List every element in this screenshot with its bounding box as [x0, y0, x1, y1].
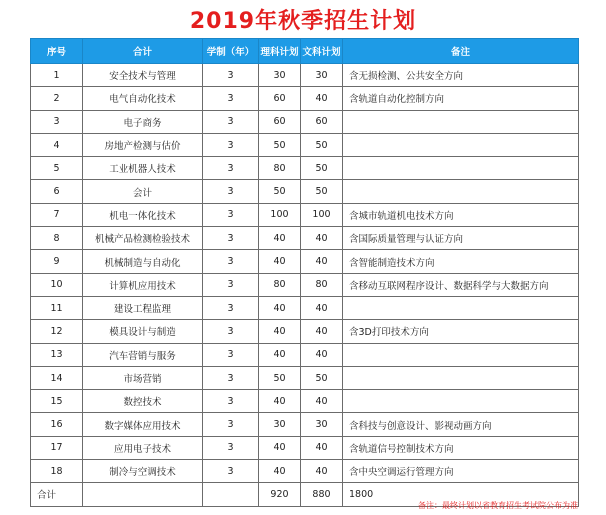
- row-index: 12: [31, 320, 83, 343]
- row-note: 含城市轨道机电技术方向: [343, 203, 579, 226]
- enrollment-table: [30, 38, 579, 507]
- table-row: [31, 133, 579, 156]
- row-years: 3: [203, 436, 259, 459]
- row-note: [343, 343, 579, 366]
- row-major: 建设工程监理: [83, 296, 203, 319]
- row-years: 3: [203, 64, 259, 87]
- row-science-plan: 40: [259, 343, 301, 366]
- row-note: 含中央空调运行管理方向: [343, 460, 579, 483]
- header-index: 序号: [31, 39, 83, 64]
- row-science-plan: 100: [259, 203, 301, 226]
- row-years: 3: [203, 413, 259, 436]
- row-major: 电气自动化技术: [83, 87, 203, 110]
- row-note: 含轨道自动化控制方向: [343, 87, 579, 110]
- row-arts-plan: 40: [301, 227, 343, 250]
- row-major: 房地产检测与估价: [83, 133, 203, 156]
- page-title: 2019年秋季招生计划: [189, 9, 417, 34]
- row-index: 14: [31, 366, 83, 389]
- row-arts-plan: 40: [301, 390, 343, 413]
- row-science-plan: 80: [259, 273, 301, 296]
- row-arts-plan: 50: [301, 180, 343, 203]
- row-arts-plan: 40: [301, 436, 343, 459]
- row-major: 数字媒体应用技术: [83, 413, 203, 436]
- row-arts-plan: 50: [301, 157, 343, 180]
- row-major: 数控技术: [83, 390, 203, 413]
- row-index: 16: [31, 413, 83, 436]
- row-years: 3: [203, 110, 259, 133]
- row-index: 9: [31, 250, 83, 273]
- row-index: 7: [31, 203, 83, 226]
- row-years: 3: [203, 227, 259, 250]
- header-science-plan: 理科计划: [259, 39, 301, 64]
- row-major: 机电一体化技术: [83, 203, 203, 226]
- row-years: 3: [203, 133, 259, 156]
- row-science-plan: 40: [259, 390, 301, 413]
- footnote: 备注：最终计划以省教育招生考试院公布为准: [418, 501, 578, 510]
- row-arts-plan: 40: [301, 460, 343, 483]
- table-row: [31, 203, 579, 226]
- row-note: 含国际质量管理与认证方向: [343, 227, 579, 250]
- header-arts-plan: 文科计划: [301, 39, 343, 64]
- row-index: 15: [31, 390, 83, 413]
- row-arts-plan: 60: [301, 110, 343, 133]
- row-science-plan: 50: [259, 366, 301, 389]
- row-index: 1: [31, 64, 83, 87]
- row-science-plan: 30: [259, 64, 301, 87]
- row-major: 机械制造与自动化: [83, 250, 203, 273]
- row-arts-plan: 40: [301, 87, 343, 110]
- row-arts-plan: 40: [301, 250, 343, 273]
- total-science: 920: [259, 483, 301, 506]
- row-arts-plan: 40: [301, 320, 343, 343]
- row-arts-plan: 30: [301, 413, 343, 436]
- row-index: 5: [31, 157, 83, 180]
- row-note: [343, 157, 579, 180]
- row-major: 汽车营销与服务: [83, 343, 203, 366]
- row-arts-plan: 40: [301, 296, 343, 319]
- row-years: 3: [203, 273, 259, 296]
- row-arts-plan: 50: [301, 133, 343, 156]
- row-years: 3: [203, 180, 259, 203]
- row-index: 10: [31, 273, 83, 296]
- row-major: 电子商务: [83, 110, 203, 133]
- total-arts: 880: [301, 483, 343, 506]
- row-years: 3: [203, 203, 259, 226]
- row-science-plan: 50: [259, 180, 301, 203]
- table-row: [31, 180, 579, 203]
- row-major: 安全技术与管理: [83, 64, 203, 87]
- row-arts-plan: 100: [301, 203, 343, 226]
- row-science-plan: 50: [259, 133, 301, 156]
- row-major: 制冷与空调技术: [83, 460, 203, 483]
- row-years: 3: [203, 460, 259, 483]
- row-note: [343, 110, 579, 133]
- row-note: 含智能制造技术方向: [343, 250, 579, 273]
- row-index: 6: [31, 180, 83, 203]
- row-science-plan: 40: [259, 460, 301, 483]
- table-row: [31, 227, 579, 250]
- table-row: [31, 87, 579, 110]
- row-note: 含无损检测、公共安全方向: [343, 64, 579, 87]
- header-years: 学制（年）: [203, 39, 259, 64]
- row-note: 含科技与创意设计、影视动画方向: [343, 413, 579, 436]
- row-arts-plan: 40: [301, 343, 343, 366]
- table-row: [31, 460, 579, 483]
- header-notes: 备注: [343, 39, 579, 64]
- table-row: [31, 366, 579, 389]
- row-years: 3: [203, 343, 259, 366]
- row-years: 3: [203, 320, 259, 343]
- row-index: 18: [31, 460, 83, 483]
- table-row: [31, 273, 579, 296]
- row-index: 8: [31, 227, 83, 250]
- total-empty: [83, 483, 203, 506]
- row-years: 3: [203, 157, 259, 180]
- row-major: 应用电子技术: [83, 436, 203, 459]
- table-row: [31, 157, 579, 180]
- row-arts-plan: 80: [301, 273, 343, 296]
- row-science-plan: 40: [259, 227, 301, 250]
- table-row: [31, 110, 579, 133]
- row-index: 17: [31, 436, 83, 459]
- row-science-plan: 40: [259, 250, 301, 273]
- row-major: 市场营销: [83, 366, 203, 389]
- table-row: [31, 64, 579, 87]
- row-index: 3: [31, 110, 83, 133]
- header-major: 合计: [83, 39, 203, 64]
- row-arts-plan: 50: [301, 366, 343, 389]
- total-empty: [203, 483, 259, 506]
- total-label: 合计: [31, 483, 83, 506]
- row-science-plan: 60: [259, 110, 301, 133]
- row-years: 3: [203, 87, 259, 110]
- row-years: 3: [203, 390, 259, 413]
- table-header-row: [31, 39, 579, 64]
- table-row: [31, 320, 579, 343]
- row-note: [343, 366, 579, 389]
- row-index: 2: [31, 87, 83, 110]
- row-note: 含移动互联网程序设计、数据科学与大数据方向: [343, 273, 579, 296]
- row-major: 工业机器人技术: [83, 157, 203, 180]
- row-arts-plan: 30: [301, 64, 343, 87]
- row-science-plan: 30: [259, 413, 301, 436]
- row-science-plan: 60: [259, 87, 301, 110]
- row-note: 含3D打印技术方向: [343, 320, 579, 343]
- table-row: [31, 413, 579, 436]
- total-sum: 1800: [343, 483, 579, 506]
- row-index: 13: [31, 343, 83, 366]
- table-row: [31, 296, 579, 319]
- row-note: [343, 180, 579, 203]
- row-years: 3: [203, 366, 259, 389]
- row-science-plan: 40: [259, 320, 301, 343]
- row-years: 3: [203, 296, 259, 319]
- table-row: [31, 390, 579, 413]
- row-index: 11: [31, 296, 83, 319]
- row-major: 模具设计与制造: [83, 320, 203, 343]
- row-major: 会计: [83, 180, 203, 203]
- table-row: [31, 343, 579, 366]
- row-note: 含轨道信号控制技术方向: [343, 436, 579, 459]
- row-note: [343, 296, 579, 319]
- table-row: [31, 436, 579, 459]
- row-major: 计算机应用技术: [83, 273, 203, 296]
- table-row: [31, 250, 579, 273]
- row-science-plan: 40: [259, 436, 301, 459]
- row-index: 4: [31, 133, 83, 156]
- row-note: [343, 133, 579, 156]
- row-science-plan: 80: [259, 157, 301, 180]
- row-major: 机械产品检测检验技术: [83, 227, 203, 250]
- row-years: 3: [203, 250, 259, 273]
- row-note: [343, 390, 579, 413]
- row-science-plan: 40: [259, 296, 301, 319]
